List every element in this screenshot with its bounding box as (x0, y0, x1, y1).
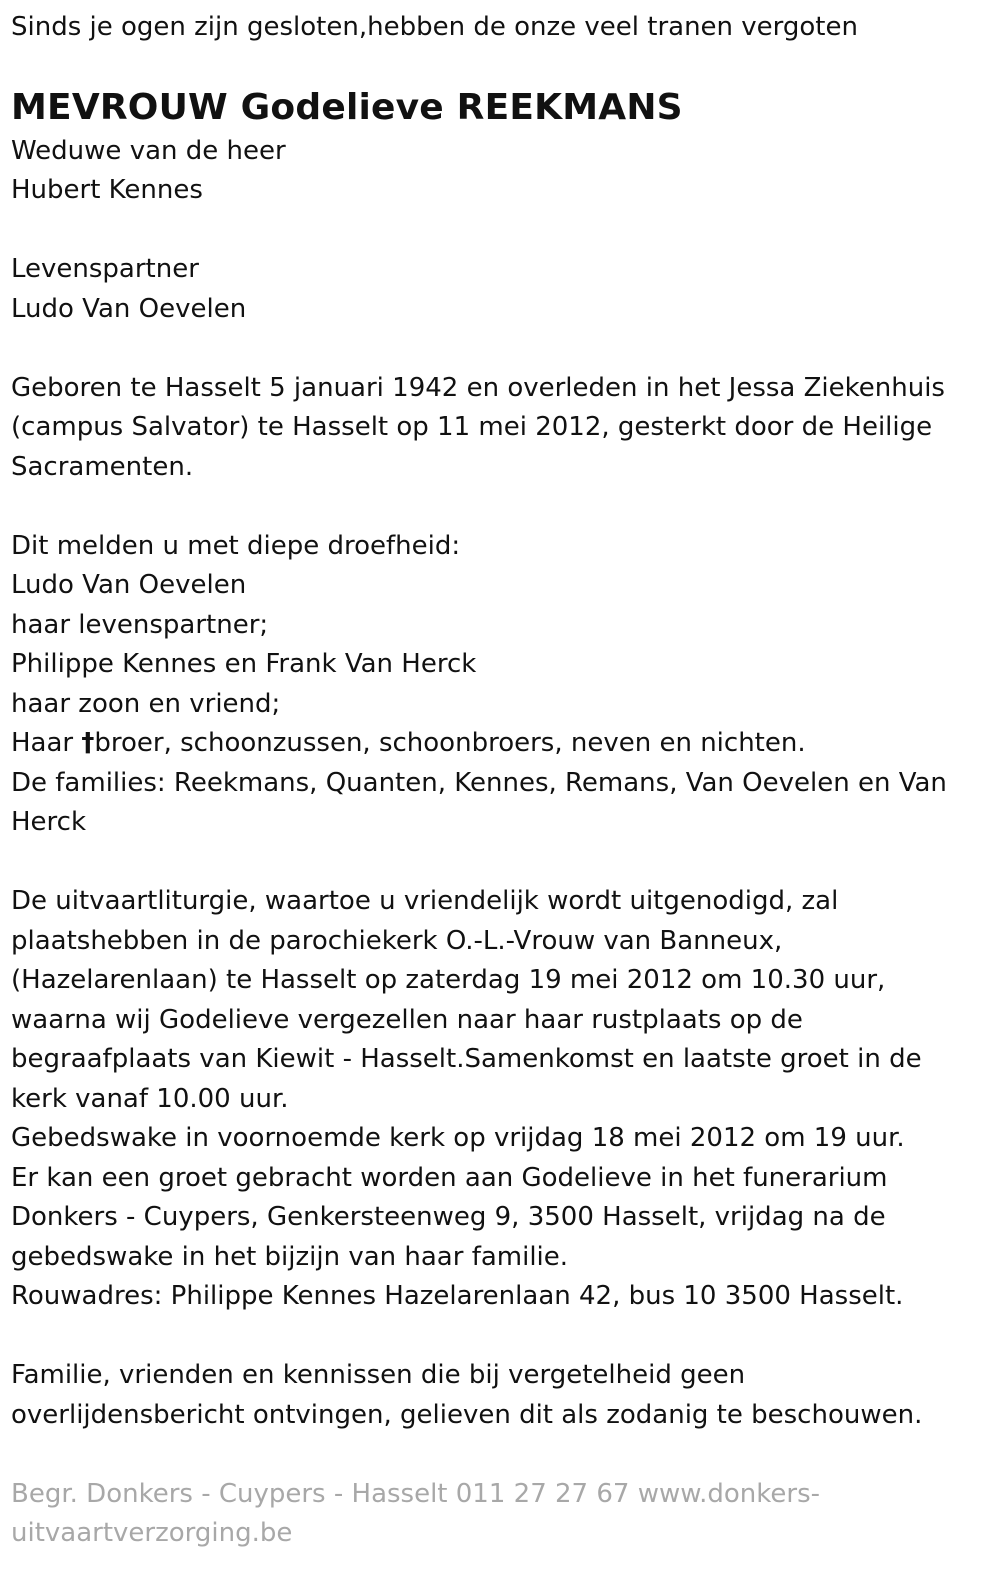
spacer (11, 1317, 990, 1357)
birth-death-paragraph: Geboren te Hasselt 5 januari 1942 en overleden in het Jessa Ziekenhuis (campus Salvator) te Hasselt op 11 mei 2012, gesterkt door de Heilige Sacramenten. (11, 372, 945, 482)
haar-prefix: Haar (11, 728, 82, 758)
announcement-line: haar zoon en vriend; (11, 688, 281, 719)
mourning-address: Rouwadres: Philippe Kennes Hazelarenlaan 42, bus 10 3500 Hasselt. (11, 1281, 904, 1311)
vigil-line: Gebedswake in voornoemde kerk op vrijdag 18 mei 2012 om 19 uur. (11, 1123, 905, 1153)
cross-icon: † (81, 728, 95, 758)
spacer (11, 1435, 990, 1475)
partner-label: Levenspartner (11, 254, 199, 284)
families-line: De families: Reekmans, Quanten, Kennes, Remans, Van Oevelen en Van Herck (11, 767, 947, 837)
farewell-paragraph: Er kan een groet gebracht worden aan Godelieve in het funerarium Donkers - Cuypers, Genkersteenweg 9, 3500 Hasselt, vrijdag na de gebedswake in het bijzijn van haar familie. (11, 1162, 888, 1272)
siblings-line (11, 724, 990, 764)
announcement-heading: Dit melden u met diepe droefheid: (11, 530, 461, 561)
deceased-name-heading: MEVROUW Godelieve REEKMANS (11, 86, 683, 128)
partner-name: Ludo Van Oevelen (11, 293, 247, 324)
widow-name: Hubert Kennes (11, 175, 203, 205)
siblings-text: broer, schoonzussen, schoonbroers, neven en nichten. (94, 728, 806, 758)
widow-label: Weduwe van de heer (11, 135, 286, 166)
closing-note: Familie, vrienden en kennissen die bij vergetelheid geen overlijdensbericht ontvingen, gelieven dit als zodanig te beschouwen. (11, 1360, 923, 1430)
funeral-home-footer: Begr. Donkers - Cuypers - Hasselt 011 27 27 67 www.donkers-uitvaartverzorging.be (11, 1478, 821, 1548)
spacer (11, 487, 990, 527)
intro-quote: Sinds je ogen zijn gesloten,hebben de onze veel tranen vergoten (11, 12, 858, 42)
announcement-line: Ludo Van Oevelen (11, 570, 247, 600)
spacer (11, 329, 990, 369)
announcement-line: haar levenspartner; (11, 609, 269, 640)
liturgy-paragraph: De uitvaartliturgie, waartoe u vriendelijk wordt uitgenodigd, zal plaatshebben in de parochiekerk O.-L.-Vrouw van Banneux, (Hazelarenlaan) te Hasselt op zaterdag 19 mei 2012 om 10.30 uur, waarna wij Godelieve vergezellen naar haar rustplaats op de begraafplaats van Kiewit - Hasselt.Samenkomst en laatste groet in de kerk vanaf 10.00 uur. (11, 886, 922, 1114)
spacer (11, 211, 990, 251)
announcement-line: Philippe Kennes en Frank Van Herck (11, 649, 477, 679)
spacer (11, 843, 990, 883)
